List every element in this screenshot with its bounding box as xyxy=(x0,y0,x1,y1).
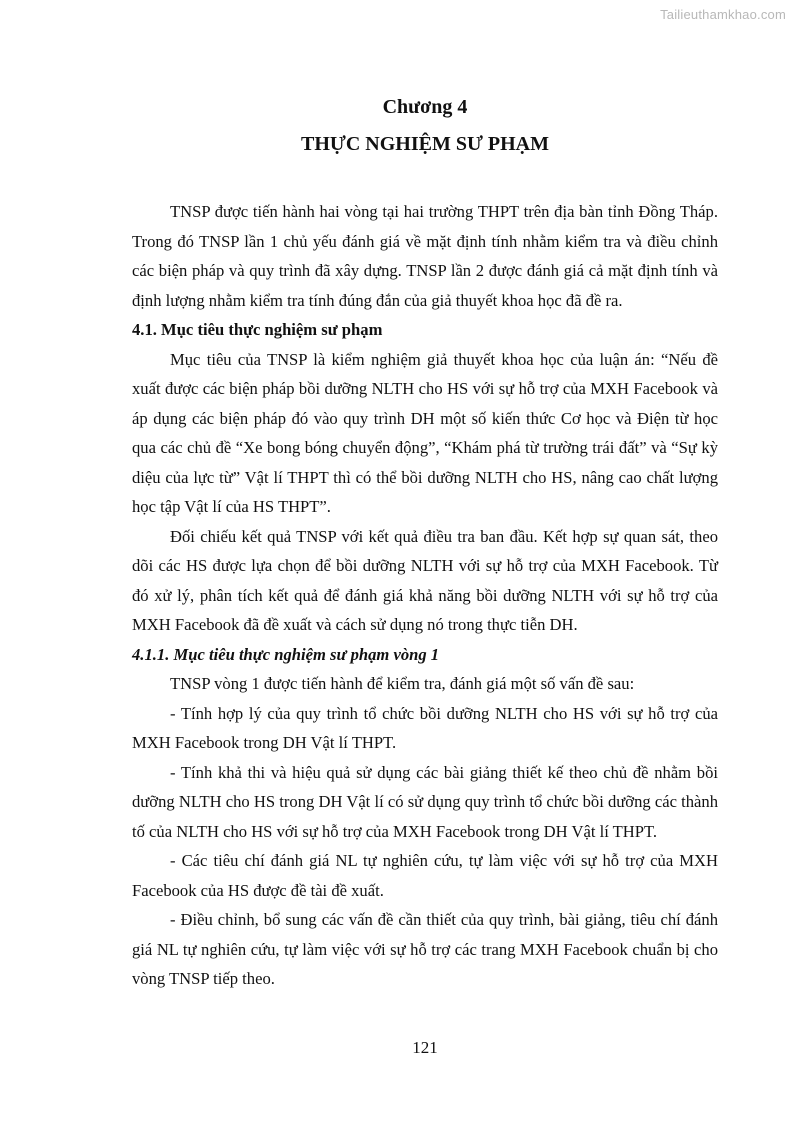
watermark: Tailieuthamkhao.com xyxy=(660,7,786,22)
intro-paragraph: TNSP được tiến hành hai vòng tại hai trường THPT trên địa bàn tỉnh Đồng Tháp. Trong đó TNSP lần 1 chủ yếu đánh giá về mặt định tính nhằm kiểm tra và điều chỉnh các biện pháp và quy trình đã xây dựng. TNSP lần 2 được đánh giá cả mặt định tính và định lượng nhằm kiểm tra tính đúng đắn của giả thuyết khoa học đã đề ra. xyxy=(132,202,718,310)
section-heading-4-1-1: 4.1.1. Mục tiêu thực nghiệm sư phạm vòng 1 xyxy=(132,644,440,664)
section-heading-4-1: 4.1. Mục tiêu thực nghiệm sư phạm xyxy=(132,320,383,339)
list-item: - Điều chỉnh, bổ sung các vấn đề cần thiết của quy trình, bài giảng, tiêu chí đánh giá NL tự nghiên cứu, tự làm việc với sự hỗ trợ các trang MXH Facebook chuẩn bị cho vòng TNSP tiếp theo. xyxy=(132,910,718,988)
list-item: - Tính hợp lý của quy trình tổ chức bồi dưỡng NLTH cho HS với sự hỗ trợ của MXH Facebook trong DH Vật lí THPT. xyxy=(132,703,718,752)
section-4-1-paragraph-1: Mục tiêu của TNSP là kiểm nghiệm giả thuyết khoa học của luận án: “Nếu đề xuất được các biện pháp bồi dưỡng NLTH cho HS với sự hỗ trợ của MXH Facebook và áp dụng các biện pháp đó vào quy trình DH một số kiến thức Cơ học và Điện từ học qua các chủ đề “Xe bong bóng chuyển động”, “Khám phá từ trường trái đất” và “Sự kỳ diệu của lực từ” Vật lí THPT thì có thể bồi dưỡng NLTH cho HS, nâng cao chất lượng học tập Vật lí của HS THPT”. xyxy=(132,349,718,516)
section-4-1-1-intro: TNSP vòng 1 được tiến hành để kiểm tra, đánh giá một số vấn đề sau: xyxy=(170,674,635,693)
section-4-1-paragraph-2: Đối chiếu kết quả TNSP với kết quả điều tra ban đầu. Kết hợp sự quan sát, theo dõi các HS được lựa chọn để bồi dưỡng NLTH với sự hỗ trợ của MXH Facebook. Từ đó xử lý, phân tích kết quả để đánh giá khả năng bồi dưỡng NLTH với sự hỗ trợ của MXH Facebook đã đề xuất và cách sử dụng nó trong thực tiễn DH. xyxy=(132,526,718,634)
document-body xyxy=(132,197,718,994)
list-item: - Tính khả thi và hiệu quả sử dụng các bài giảng thiết kế theo chủ đề nhằm bồi dưỡng NLTH cho HS trong DH Vật lí có sử dụng quy trình tổ chức bồi dưỡng các thành tố của NLTH cho HS với sự hỗ trợ của MXH Facebook trong DH Vật lí THPT. xyxy=(132,762,718,841)
page-number: 121 xyxy=(412,1038,438,1057)
list-item: - Các tiêu chí đánh giá NL tự nghiên cứu, tự làm việc với sự hỗ trợ của MXH Facebook của HS được đề tài đề xuất. xyxy=(132,851,718,900)
chapter-title: THỰC NGHIỆM SƯ PHẠM xyxy=(301,133,549,155)
chapter-number: Chương 4 xyxy=(382,96,468,118)
